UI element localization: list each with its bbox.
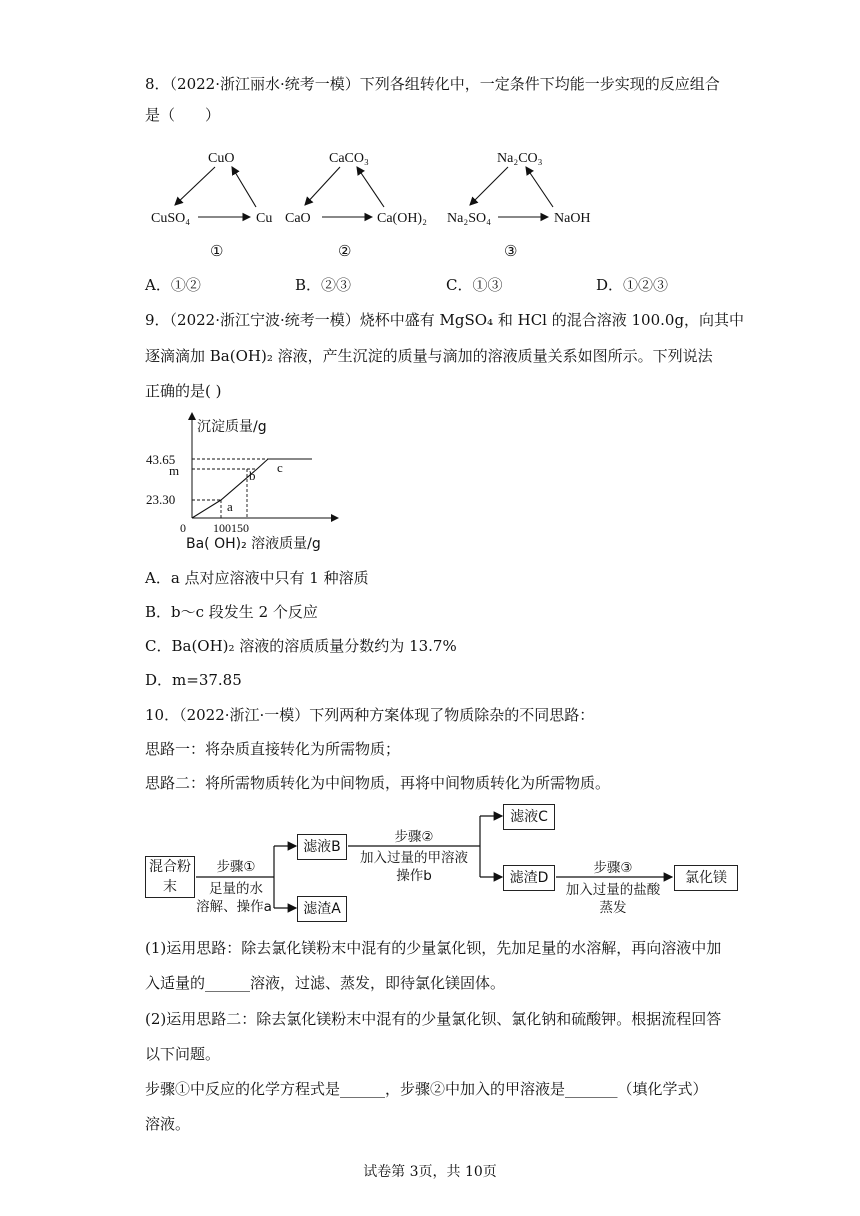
step1-mid: 足量的水 bbox=[209, 881, 263, 897]
q10-p2-line1: (2)运用思路二：除去氯化镁粉末中混有的少量氯化钡、氯化钠和硫酸钾。根据流程回答 bbox=[145, 1010, 722, 1028]
q8-diagrams bbox=[0, 0, 860, 270]
q10-line1: 10．（2022·浙江·一模）下列两种方案体现了物质除杂的不同思路： bbox=[145, 706, 595, 724]
q10-line2: 思路一：将杂质直接转化为所需物质； bbox=[145, 740, 401, 758]
step2-mid: 加入过量的甲溶液 bbox=[360, 850, 468, 866]
q8-option-a[interactable]: A．①② bbox=[145, 276, 201, 294]
q9-line1: 9．（2022·浙江宁波·统考一模）烧杯中盛有 MgSO₄ 和 HCl 的混合溶液 100.0g，向其中 bbox=[145, 311, 745, 329]
step3-top: 步骤③ bbox=[593, 860, 633, 876]
step3-bot: 蒸发 bbox=[599, 900, 627, 916]
d1-top: CuO bbox=[208, 151, 235, 166]
flow-residue-d: 滤渣D bbox=[503, 865, 555, 891]
flow-filtrate-b: 滤液B bbox=[297, 834, 347, 860]
xtick-0: 0 bbox=[180, 521, 186, 535]
point-a: a bbox=[227, 499, 233, 514]
diagram-2 bbox=[285, 151, 427, 260]
d3-left: Na₂SO₄ bbox=[447, 211, 491, 226]
flow-filtrate-c: 滤液C bbox=[503, 804, 555, 830]
q9-graph bbox=[140, 405, 380, 555]
ytick-m: m bbox=[169, 463, 180, 478]
point-c: c bbox=[277, 460, 283, 475]
point-b: b bbox=[249, 468, 256, 483]
page-footer: 试卷第 3页，共 10页 bbox=[363, 1164, 497, 1180]
step1-top: 步骤① bbox=[216, 859, 256, 875]
q8-line2: 是（ ） bbox=[145, 106, 221, 124]
q10-line3: 思路二：将所需物质转化为中间物质，再将中间物质转化为所需物质。 bbox=[145, 774, 611, 792]
q10-p1-line2: 入适量的______溶液，过滤、蒸发，即待氯化镁固体。 bbox=[145, 974, 506, 992]
diagram-3 bbox=[447, 151, 591, 260]
q8-option-b[interactable]: B．②③ bbox=[295, 276, 352, 294]
diagram-1 bbox=[151, 151, 272, 260]
q9-line3: 正确的是( ) bbox=[145, 382, 222, 400]
q10-p1-line1: (1)运用思路：除去氯化镁粉末中混有的少量氯化钡，先加足量的水溶解，再向溶液中加 bbox=[145, 939, 722, 957]
d1-right: Cu bbox=[256, 211, 273, 226]
d3-top: Na₂CO₃ bbox=[497, 151, 543, 166]
ytick-2330: 23.30 bbox=[146, 492, 176, 507]
q9-line2: 逐滴滴加 Ba(OH)₂ 溶液，产生沉淀的质量与滴加的溶液质量关系如图所示。下列说法 bbox=[145, 347, 713, 365]
d3-label: ③ bbox=[504, 244, 518, 260]
q9-option-d[interactable]: D．m=37.85 bbox=[145, 671, 242, 689]
q10-p2-line3: 步骤①中反应的化学方程式是______，步骤②中加入的甲溶液是_______（填化学式） bbox=[145, 1080, 708, 1098]
d1-label: ① bbox=[210, 244, 224, 260]
flow-residue-a: 滤渣A bbox=[297, 896, 347, 922]
step2-bot: 操作b bbox=[396, 868, 432, 884]
q9-option-c[interactable]: C．Ba(OH)₂ 溶液的溶质质量分数约为 13.7% bbox=[145, 637, 457, 655]
q8-option-d[interactable]: D．①②③ bbox=[596, 276, 669, 294]
d2-right: Ca(OH)₂ bbox=[377, 211, 427, 226]
q10-p2-line2: 以下问题。 bbox=[145, 1045, 221, 1063]
d2-top: CaCO₃ bbox=[329, 151, 369, 166]
graph-xlabel: Ba( OH)₂ 溶液质量/g bbox=[186, 536, 321, 552]
step2-top: 步骤② bbox=[394, 829, 434, 845]
d3-right: NaOH bbox=[554, 211, 591, 226]
flow-magnesium-chloride: 氯化镁 bbox=[674, 865, 738, 891]
step3-mid: 加入过量的盐酸 bbox=[565, 882, 661, 898]
d1-left: CuSO₄ bbox=[151, 211, 191, 226]
q10-p2-line4: 溶液。 bbox=[145, 1115, 191, 1133]
d2-label: ② bbox=[338, 244, 352, 260]
q9-option-b[interactable]: B．b～c 段发生 2 个反应 bbox=[145, 603, 318, 621]
ytick-4365: 43.65 bbox=[146, 452, 176, 467]
q9-option-a[interactable]: A．a 点对应溶液中只有 1 种溶质 bbox=[145, 569, 369, 587]
step1-bot: 溶解、操作a bbox=[196, 899, 272, 915]
graph-ylabel: 沉淀质量/g bbox=[197, 419, 267, 435]
flow-mixed-powder: 混合粉末 bbox=[145, 856, 195, 898]
d2-left: CaO bbox=[285, 211, 311, 226]
q8-line1: 8．（2022·浙江丽水·统考一模）下列各组转化中，一定条件下均能一步实现的反应组合 bbox=[145, 75, 720, 93]
xtick-100150: 100150 bbox=[213, 521, 249, 535]
q8-option-c[interactable]: C．①③ bbox=[446, 276, 503, 294]
